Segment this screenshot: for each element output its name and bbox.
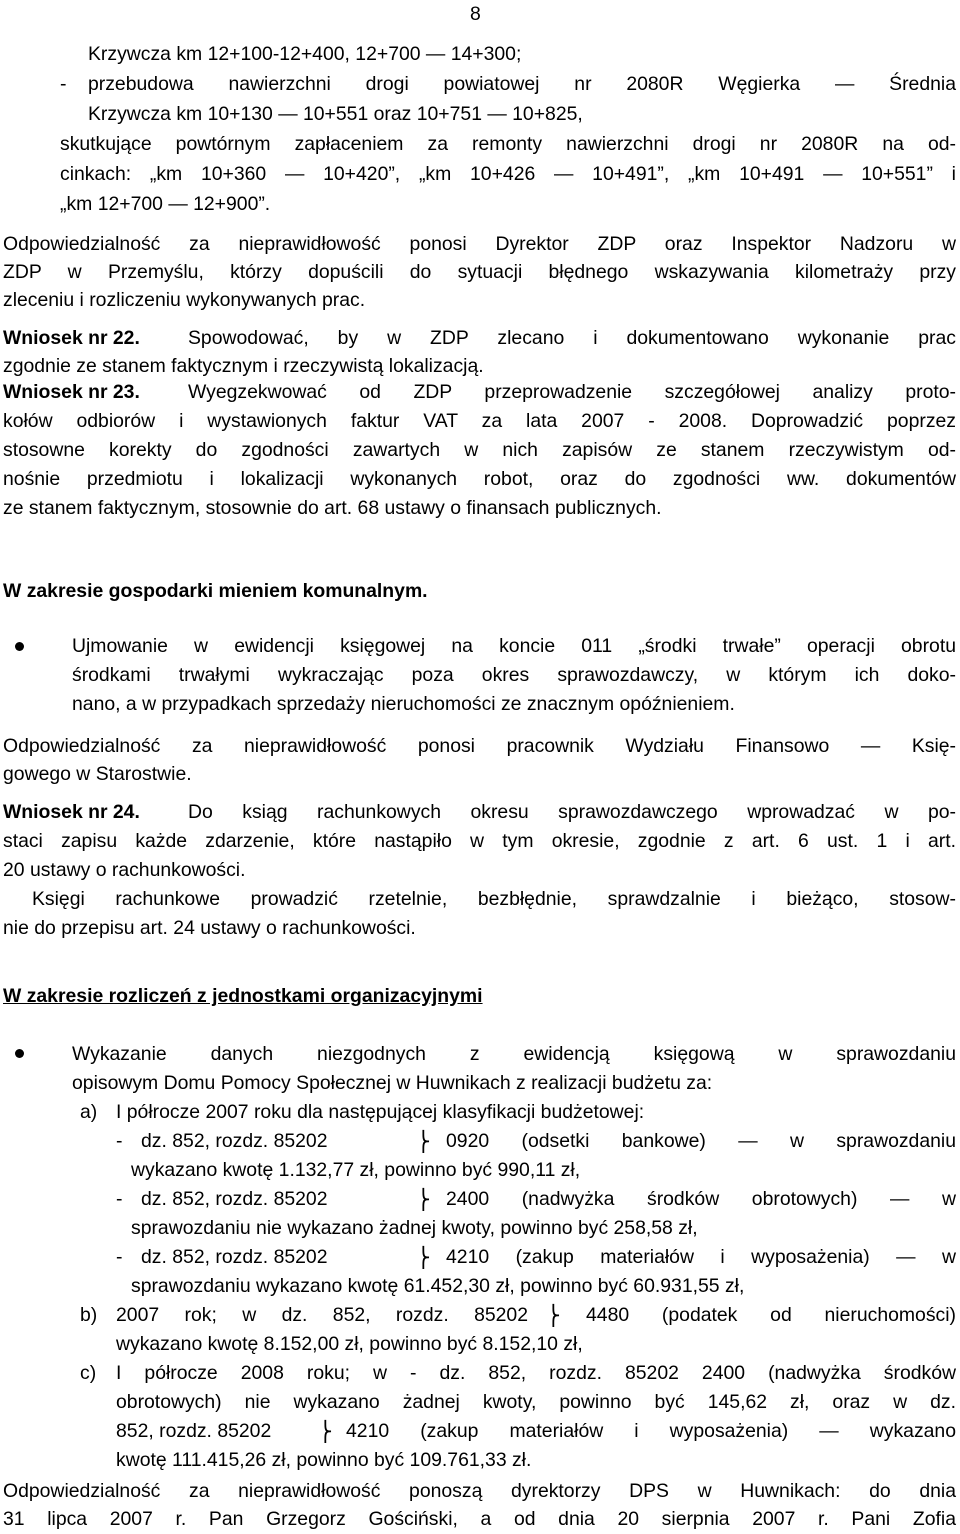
text-line: 2400 (nadwyżka środków obrotowych) — w <box>446 1188 956 1210</box>
text-line: zgodnie ze stanem faktycznym i rzeczywistą lokalizacją. <box>3 355 484 377</box>
text-line: nie do przepisu art. 24 ustawy o rachunkowości. <box>3 917 416 939</box>
list-dash: - <box>60 73 67 95</box>
brace-icon: ⎬ <box>416 1188 431 1211</box>
brace-icon: ⎬ <box>546 1304 561 1327</box>
text-line: „km 12+700 — 12+900”. <box>60 193 271 215</box>
wniosek-label: Wniosek nr 22. <box>3 327 140 349</box>
list-marker: c) <box>80 1362 97 1384</box>
wniosek-label: Wniosek nr 23. <box>3 381 140 403</box>
text-line: I półrocze 2008 roku; w - dz. 852, rozdz. 85202 2400 (nadwyżka środków <box>116 1362 956 1384</box>
text-line: skutkujące powtórnym zapłaceniem za remonty nawierzchni drogi nr 2080R na od- <box>60 133 956 155</box>
text-line: Wykazanie danych niezgodnych z ewidencją księgową w sprawozdaniu <box>72 1043 956 1065</box>
text-line: kołów odbiorów i wystawionych faktur VAT za lata 2007 - 2008. Doprowadzić poprzez <box>3 410 956 432</box>
text-line: nano, a w przypadkach sprzedaży nieruchomości ze znacznym opóźnieniem. <box>72 693 735 715</box>
text-line: 4480 (podatek od nieruchomości) <box>586 1304 956 1326</box>
text-line: wykazano kwotę 1.132,77 zł, powinno być 990,11 zł, <box>131 1159 581 1181</box>
text-line: Księgi rachunkowe prowadzić rzetelnie, bezbłędnie, sprawdzalnie i bieżąco, stosow- <box>32 888 956 910</box>
brace-icon: ⎬ <box>416 1130 431 1153</box>
text-line: 31 lipca 2007 r. Pan Grzegorz Gościński, a od dnia 20 sierpnia 2007 r. Pani Zofia <box>3 1508 956 1530</box>
text-line: Krzywcza km 10+130 — 10+551 oraz 10+751 — 10+825, <box>88 103 583 125</box>
text-line <box>3 324 956 353</box>
text-line: kwotę 111.415,26 zł, powinno być 109.761,33 zł. <box>116 1449 532 1471</box>
text-line: I półrocze 2007 roku dla następującej klasyfikacji budżetowej: <box>116 1101 645 1123</box>
section-heading: W zakresie gospodarki mieniem komunalnym. <box>3 580 428 602</box>
text-line: Odpowiedzialność za nieprawidłowość ponosi pracownik Wydziału Finansowo — Księ- <box>3 735 956 757</box>
text-line: Krzywcza km 12+100-12+400, 12+700 — 14+300; <box>88 43 522 65</box>
text-line: 20 ustawy o rachunkowości. <box>3 859 246 881</box>
text-line: nośnie przedmiotu i lokalizacji wykonanych robot, oraz do zgodności ww. dokumentów <box>3 468 956 490</box>
wniosek-text: Do ksiąg rachunkowych okresu sprawozdawczego wprowadzać w po- <box>188 801 956 823</box>
bullet-icon <box>15 642 24 651</box>
text-line: Odpowiedzialność za nieprawidłowość ponosi Dyrektor ZDP oraz Inspektor Nadzoru w <box>3 233 956 255</box>
bullet-icon <box>15 1049 24 1058</box>
text-line: środkami trwałymi wykraczając poza okres sprawozdawczy, w którym ich doko- <box>72 664 956 686</box>
text-line: sprawozdaniu wykazano kwotę 61.452,30 zł, powinno być 60.931,55 zł, <box>131 1275 745 1297</box>
text-line: obrotowych) nie wykazano żadnej kwoty, powinno być 145,62 zł, oraz w dz. <box>116 1391 956 1413</box>
text-line: cinkach: „km 10+360 — 10+420”, „km 10+426 — 10+491”, „km 10+491 — 10+551” i <box>60 163 956 185</box>
text-line: opisowym Domu Pomocy Społecznej w Huwnikach z realizacji budżetu za: <box>72 1072 713 1094</box>
text-line: 0920 (odsetki bankowe) — w sprawozdaniu <box>446 1130 956 1152</box>
text-line: sprawozdaniu nie wykazano żadnej kwoty, powinno być 258,58 zł, <box>131 1217 698 1239</box>
text-line: przebudowa nawierzchni drogi powiatowej nr 2080R Węgierka — Średnia <box>88 73 956 95</box>
text-line: ZDP w Przemyślu, którzy dopuścili do sytuacji błędnego wskazywania kilometraży przy <box>3 261 956 283</box>
text-line: staci zapisu każde zdarzenie, które nastąpiło w tym okresie, zgodnie z art. 6 ust. 1 i art. <box>3 830 956 852</box>
text-line: stosowne korekty do zgodności zawartych w nich zapisów ze stanem rzeczywistym od- <box>3 439 956 461</box>
text-line: 2007 rok; w dz. 852, rozdz. 85202 <box>116 1304 528 1326</box>
text-line: gowego w Starostwie. <box>3 763 192 785</box>
text-line <box>3 798 956 827</box>
wniosek-label: Wniosek nr 24. <box>3 801 140 823</box>
text-line: 852, rozdz. 85202 <box>116 1420 272 1442</box>
classification-code: dz. 852, rozdz. 85202 <box>141 1188 328 1210</box>
brace-icon: ⎬ <box>416 1246 431 1269</box>
classification-code: dz. 852, rozdz. 85202 <box>141 1246 328 1268</box>
wniosek-text: Spowodować, by w ZDP zlecano i dokumentowano wykonanie prac <box>188 327 956 349</box>
list-marker: a) <box>80 1101 98 1123</box>
wniosek-text: Wyegzekwować od ZDP przeprowadzenie szczegółowej analizy proto- <box>188 381 956 403</box>
text-line: 4210 (zakup materiałów i wyposażenia) — wykazano <box>346 1420 956 1442</box>
text-line: zleceniu i rozliczeniu wykonywanych prac. <box>3 289 366 311</box>
list-dash: - <box>116 1188 123 1210</box>
text-line <box>3 378 956 407</box>
list-dash: - <box>116 1130 123 1152</box>
text-line: wykazano kwotę 8.152,00 zł, powinno być 8.152,10 zł, <box>116 1333 583 1355</box>
text-line: ze stanem faktycznym, stosownie do art. 68 ustawy o finansach publicznych. <box>3 497 662 519</box>
section-heading: W zakresie rozliczeń z jednostkami organizacyjnymi <box>3 985 483 1007</box>
classification-code: dz. 852, rozdz. 85202 <box>141 1130 328 1152</box>
list-dash: - <box>116 1246 123 1268</box>
text-line: Odpowiedzialność za nieprawidłowość ponoszą dyrektorzy DPS w Huwnikach: do dnia <box>3 1480 956 1502</box>
text-line: 4210 (zakup materiałów i wyposażenia) — w <box>446 1246 956 1268</box>
brace-icon: ⎬ <box>318 1420 333 1443</box>
text-line: Ujmowanie w ewidencji księgowej na koncie 011 „środki trwałe” operacji obrotu <box>72 635 956 657</box>
list-marker: b) <box>80 1304 98 1326</box>
page-number: 8 <box>470 3 481 25</box>
